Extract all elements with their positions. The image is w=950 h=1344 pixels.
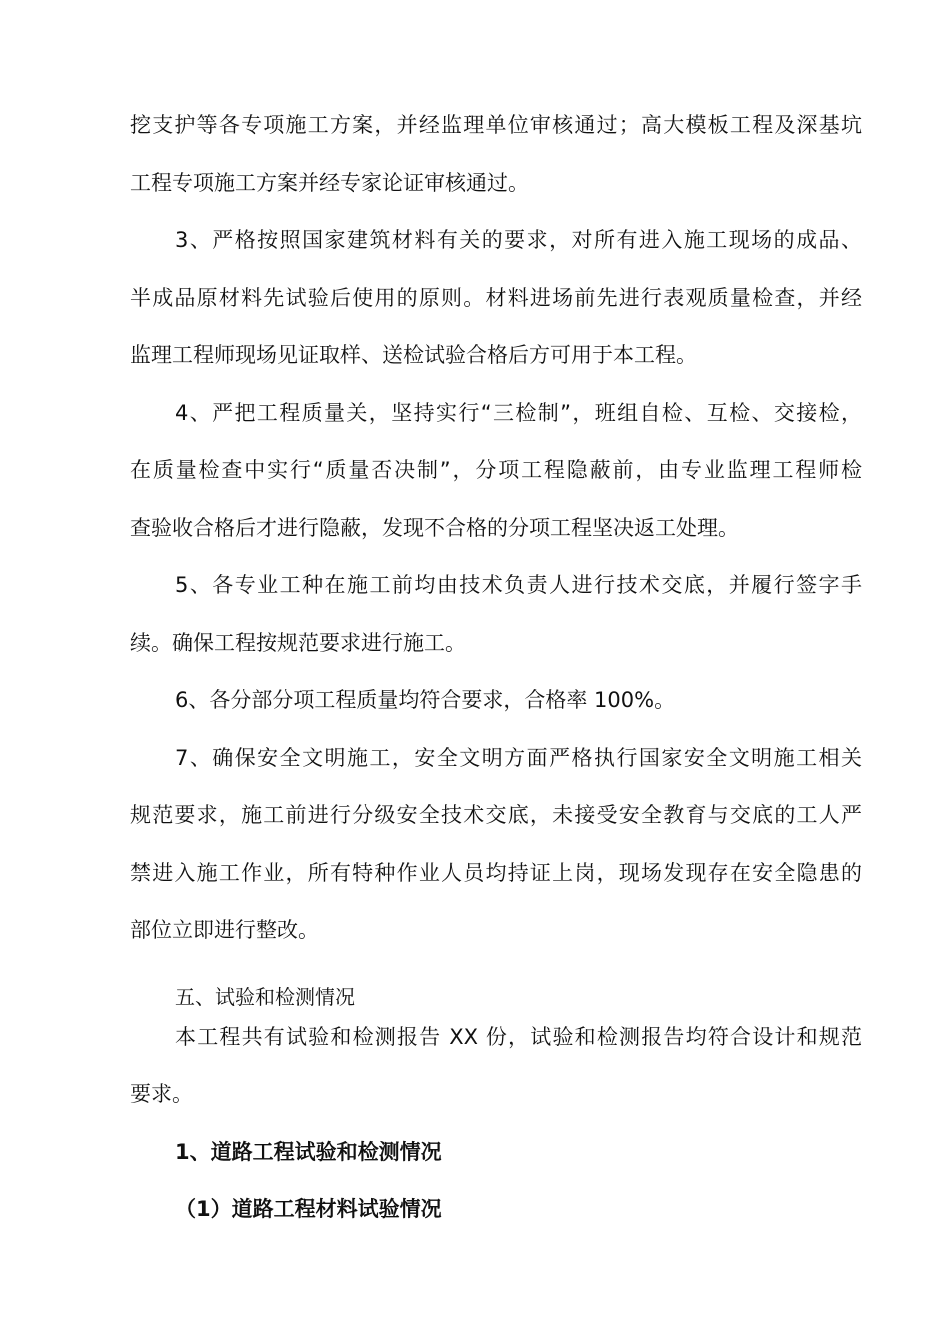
subsubsection-heading: （1）道路工程材料试验情况 <box>175 1197 442 1221</box>
text-line: 规范要求，施工前进行分级安全技术交底，未接受安全教育与交底的工人严 <box>130 803 862 827</box>
text-line: 续。确保工程按规范要求进行施工。 <box>130 631 466 655</box>
text-line: 要求。 <box>130 1082 193 1106</box>
text-line: 在质量检查中实行“质量否决制”，分项工程隐蔽前，由专业监理工程师检 <box>130 458 862 482</box>
text-line: 工程专项施工方案并经专家论证审核通过。 <box>130 171 529 195</box>
paragraph-5-line: 5、各专业工种在施工前均由技术负责人进行技术交底，并履行签字手 <box>175 573 862 597</box>
paragraph-6-line: 6、各分部分项工程质量均符合要求，合格率 100%。 <box>175 688 676 712</box>
text-line: 查验收合格后才进行隐蔽，发现不合格的分项工程坚决返工处理。 <box>130 516 739 540</box>
section-paragraph-line: 本工程共有试验和检测报告 XX 份，试验和检测报告均符合设计和规范 <box>175 1025 862 1049</box>
text-line: 监理工程师现场见证取样、送检试验合格后方可用于本工程。 <box>130 343 697 367</box>
subsection-heading: 1、道路工程试验和检测情况 <box>175 1140 442 1164</box>
paragraph-4-line: 4、严把工程质量关，坚持实行“三检制”，班组自检、互检、交接检， <box>175 401 862 425</box>
paragraph-7-line: 7、确保安全文明施工，安全文明方面严格执行国家安全文明施工相关 <box>175 746 862 770</box>
paragraph-3-line: 3、严格按照国家建筑材料有关的要求，对所有进入施工现场的成品、 <box>175 228 862 252</box>
text-line: 禁进入施工作业，所有特种作业人员均持证上岗，现场发现存在安全隐患的 <box>130 861 862 885</box>
section-heading: 五、试验和检测情况 <box>175 985 355 1009</box>
text-line: 部位立即进行整改。 <box>130 918 319 942</box>
text-line: 半成品原材料先试验后使用的原则。材料进场前先进行表观质量检查，并经 <box>130 286 862 310</box>
text-line: 挖支护等各专项施工方案，并经监理单位审核通过；高大模板工程及深基坑 <box>130 113 862 137</box>
